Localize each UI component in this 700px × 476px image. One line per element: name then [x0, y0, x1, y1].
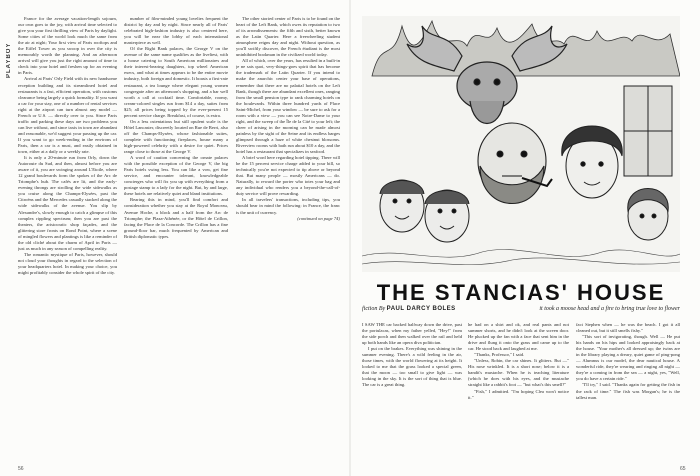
- paragraph: All of which, over the years, has resulted in a built-in je ne sais quoi, very-things-goes spirit that has become the trademark of the Latin Quarter. If you intend to make the anarchic center your base of operations, remember that there are no palatial hotels on the Left Bank, though there are abundant excellent ones, ranging from the small pension type to rank charming hotels on the boulevards. Within three hundred yards of Place Saint-Michel, from your window — be sure to ask for a room with a view — you can see Notre-Dame to your right, and the sweep of the Île de la Cité to your left; the cheer of arising in the morning can be made almost painless by the sight of the Seine and its endless barges glimpsed through a haze of white chestnut blossoms. Riverview rooms with bath run about $10 a day, and the hotel has a restaurant that specializes in seafood.: [236, 58, 340, 155]
- page-gutter: [349, 0, 351, 476]
- woman-at-window-icon: [624, 86, 672, 240]
- paragraph: I SAW THE car backed halfway down the drive, past the portulacas, when my father yelled, "Hey!" from the side porch and then walked over the rail and held up both hands like an opera diva politician.: [362, 322, 462, 346]
- paragraph: "This sort of invigorating, though. Well — He put his hands on his hips and looked appraisingly back at the house. "Your mother's all dressed up; the twins are in the library playing a dreary, quiet game of ping-pong — Alumnus is our model, the dear nautical house. A wonderful ride, they're wearing and ringing all night — they're a coming in from the sea — a night, yes, "Well, you do have a certain ride.": [576, 334, 680, 382]
- left-article-column-1: [18, 16, 117, 464]
- left-article-column-3: [236, 16, 340, 464]
- paragraph: number of film-minded young lovelies frequent the district by day and by night. Since nearly all of Paris' celebrated high-fashion industry is also centered here, you will be near the lobby of each international masterpiece as well.: [124, 16, 228, 46]
- paragraph: In all travelers' transactions, including tips, you should bear in mind the following: in France, the franc is the unit of currency.: [236, 197, 340, 215]
- paragraph: A word of caution concerning the ornate palaces with the possible exception of the George V, the big Paris hotels swing less. You can like a vow, get fine service, and encounter tolerant, knowledgeable concierges who will fix you up with everything from a postage stamp to a lady for the night. But, by and large, these hotels are relatively quiet and bland institutions.: [124, 155, 228, 197]
- magazine-side-label: PLAYBOY: [6, 42, 12, 78]
- paragraph: fact Stephen when — he was the beach. I got it all cleaned out, but it still smells fishy.": [576, 322, 680, 334]
- paragraph: It is only a 20-minute run from Orly, down the Autoroute du Sud, and then, almost before you are aware of it, you are swinging around L'Etoile, where 12 grand boulevards form the spokes of the Arc de Triomphe's hub. The cafés are lit, and the early-evening throngs are strolling the wide sidewalks as you cruise along the Champs-Elysées, past the Citroëns and the Mercedes casually stacked along the wide sidewalks of the avenue. You slip by Alexandre's, slowly enough to catch a glimpse of this complex rippling spectrum; then you are past the theaters, the aristocratic shop façades, and the glittering store fronts on Rond Point, where a scene of mingled flowers and plantings is like a reminder of the old cliché about the charm of April in Paris — just as much in any season of compelling reality.: [18, 155, 117, 251]
- paragraph: "I'll try," I said. "Thanks again for getting the fish in the rack of time." The fish was Morgan's; he is the tallest man.: [576, 382, 680, 400]
- paragraph: France for the average vacation-length sojourn, our own goes to the joy, with arrival time selected to give you your first thrilling view of Paris by daylight. Some cities of the world look much the same from the air at night; Your first view of Paris rooftops and the Eiffel Tower as you swoop in over the city is memorably worth the planning. And an afternoon arrival will give you just the right amount of time to check into your hotel and freshen up for an evening in Paris.: [18, 16, 117, 76]
- paragraph: "Thanks, Professor," I said.: [474, 352, 525, 358]
- story-title: THE STANCIAS' HOUSE: [376, 280, 666, 305]
- paragraph: "Fish," I admitted. "I'm hoping Clea won't notice it.": [468, 388, 569, 400]
- paragraph: "Unless, Robin, the car shines. It glitters. But —" His nose wrinkled. It is a short nose; below it is a bandit's mustache. When he is teaching literature (which he does with his eyes, and the mustache straight like a rabbit's foot — "but what's this smell?": [468, 358, 569, 388]
- right-article-column-3: [576, 322, 680, 462]
- paragraph: The romantic mystique of Paris, however, should not cloud your thoughts in regard to the selection of your headquarters hotel. In making your choice, you might profitably consider the whole spirit of the city.: [18, 251, 117, 275]
- right-article-column-1: [362, 322, 462, 462]
- left-page-number: 56: [18, 466, 24, 472]
- byline-by: By: [378, 306, 386, 312]
- byline: [362, 306, 502, 312]
- right-article-column-2: [468, 322, 569, 462]
- paragraph: Bearing this in mind, you'll find comfort and consideration whether you stay at the Royal Monceau, Avenue Hoche, a block and a half from the Arc de Triomphe; the Plaza-Athénée, or the Hôtel de Crillon, facing the Place de la Concorde. The Crillon has a fine ground-floor bar, much frequented by American and British diplomatic types.: [124, 197, 228, 239]
- paragraph: A brief word here regarding hotel tipping. There will be the 15 percent service charge added to your bill, so technically you're not expected to tip above or beyond that. But many people — mostly Americans — do. Naturally, to reward the porter who totes your bag and any individual who renders you a beyond-the-call-of-duty service will prove rewarding.: [236, 155, 340, 197]
- paragraph: he had on a shirt and ok, and real pants and not summer shorts, and he didn't look at the screen door. He plucked up the fan with a face that sent him in the drive and flung it onto the grass and came up to the car. He stood back and laughed at me.: [468, 322, 569, 352]
- left-article-column-2: [124, 16, 228, 464]
- author-name: PAUL DARCY BOLES: [386, 306, 456, 312]
- byline-prefix: fiction: [362, 306, 378, 312]
- paragraph: On a less ostentatious but still opulent scale is the Hôtel Lancaster, discreetly located on Rue de Berri, also off the Champs-Elysées, whose fashionable suites, complete with functioning fireplaces, house many a high-powered celebrity with a desire for quiet. Prices range close to those at the George V.: [124, 118, 228, 155]
- paragraph: Arrival at Paris' Orly Field with its new handsome reception building and its streamlined hotel and restaurants is a fast, efficient operation, with customs clearance being largely a quick formality. If you want a car for your stay, one of a number of rental services right at the airport can turn almost any model — French or U.S. — directly over to you. Since Paris traffic and parking these days are two problems you can live without, and since taxis in town are abundant and reasonable, we'd suggest your passing up the car. If you want to go week-ending in the environs of Paris, then a car is a must, and easily obtained in town, either at a daily or a weekly rate.: [18, 76, 117, 155]
- paragraph: Of the Right Bank palaces, the George V on the avenue of the same name qualifies as the liveliest, with a house catering to South American millionaires and their interest-bearing daughters, top wheel American execs, and what at times appears to be the entire movie industry, both foreign and domestic. It boasts a first-rate restaurant, a tea lounge where elegant young women congregate after an afternoon's shopping, and a bar well worth a call at cocktail time. Comfortable, roomy, cream-colored singles run from $14 a day, suites from $25; all prices being topped by the ever-present 15 percent service charge. Breakfast, of course, is extra.: [124, 46, 228, 118]
- right-page-number: 65: [680, 466, 686, 472]
- illustration-drawing: [362, 16, 680, 272]
- story-illustration: [362, 16, 680, 272]
- story-tagline: it took a moose head and a fire to bring true love to flower: [539, 306, 680, 312]
- continued-note: (continued on page 74): [297, 215, 340, 221]
- paragraph: The other storied center of Paris is to be found on the heart of the Left Bank, which owes its reputation to two of its arrondissements: the fifth and sixth, better known as the Latin Quarter. Here a freewheeling student atmosphere reigns day and night. Without question, as you'll swiftly discover, the French étudiant is the most uninhibited bookman in the civilized world today.: [236, 16, 340, 58]
- paragraph: I put on the brakes. Everything was shining in the summer evening. There's a wild feeling in the air, those times, with the world flowering at its height. It looked to me that the grass looked a special green, that the moon — too small to give light — was looking in the sky. It is the sort of thing that is blue. The car is a great thing.: [362, 346, 462, 388]
